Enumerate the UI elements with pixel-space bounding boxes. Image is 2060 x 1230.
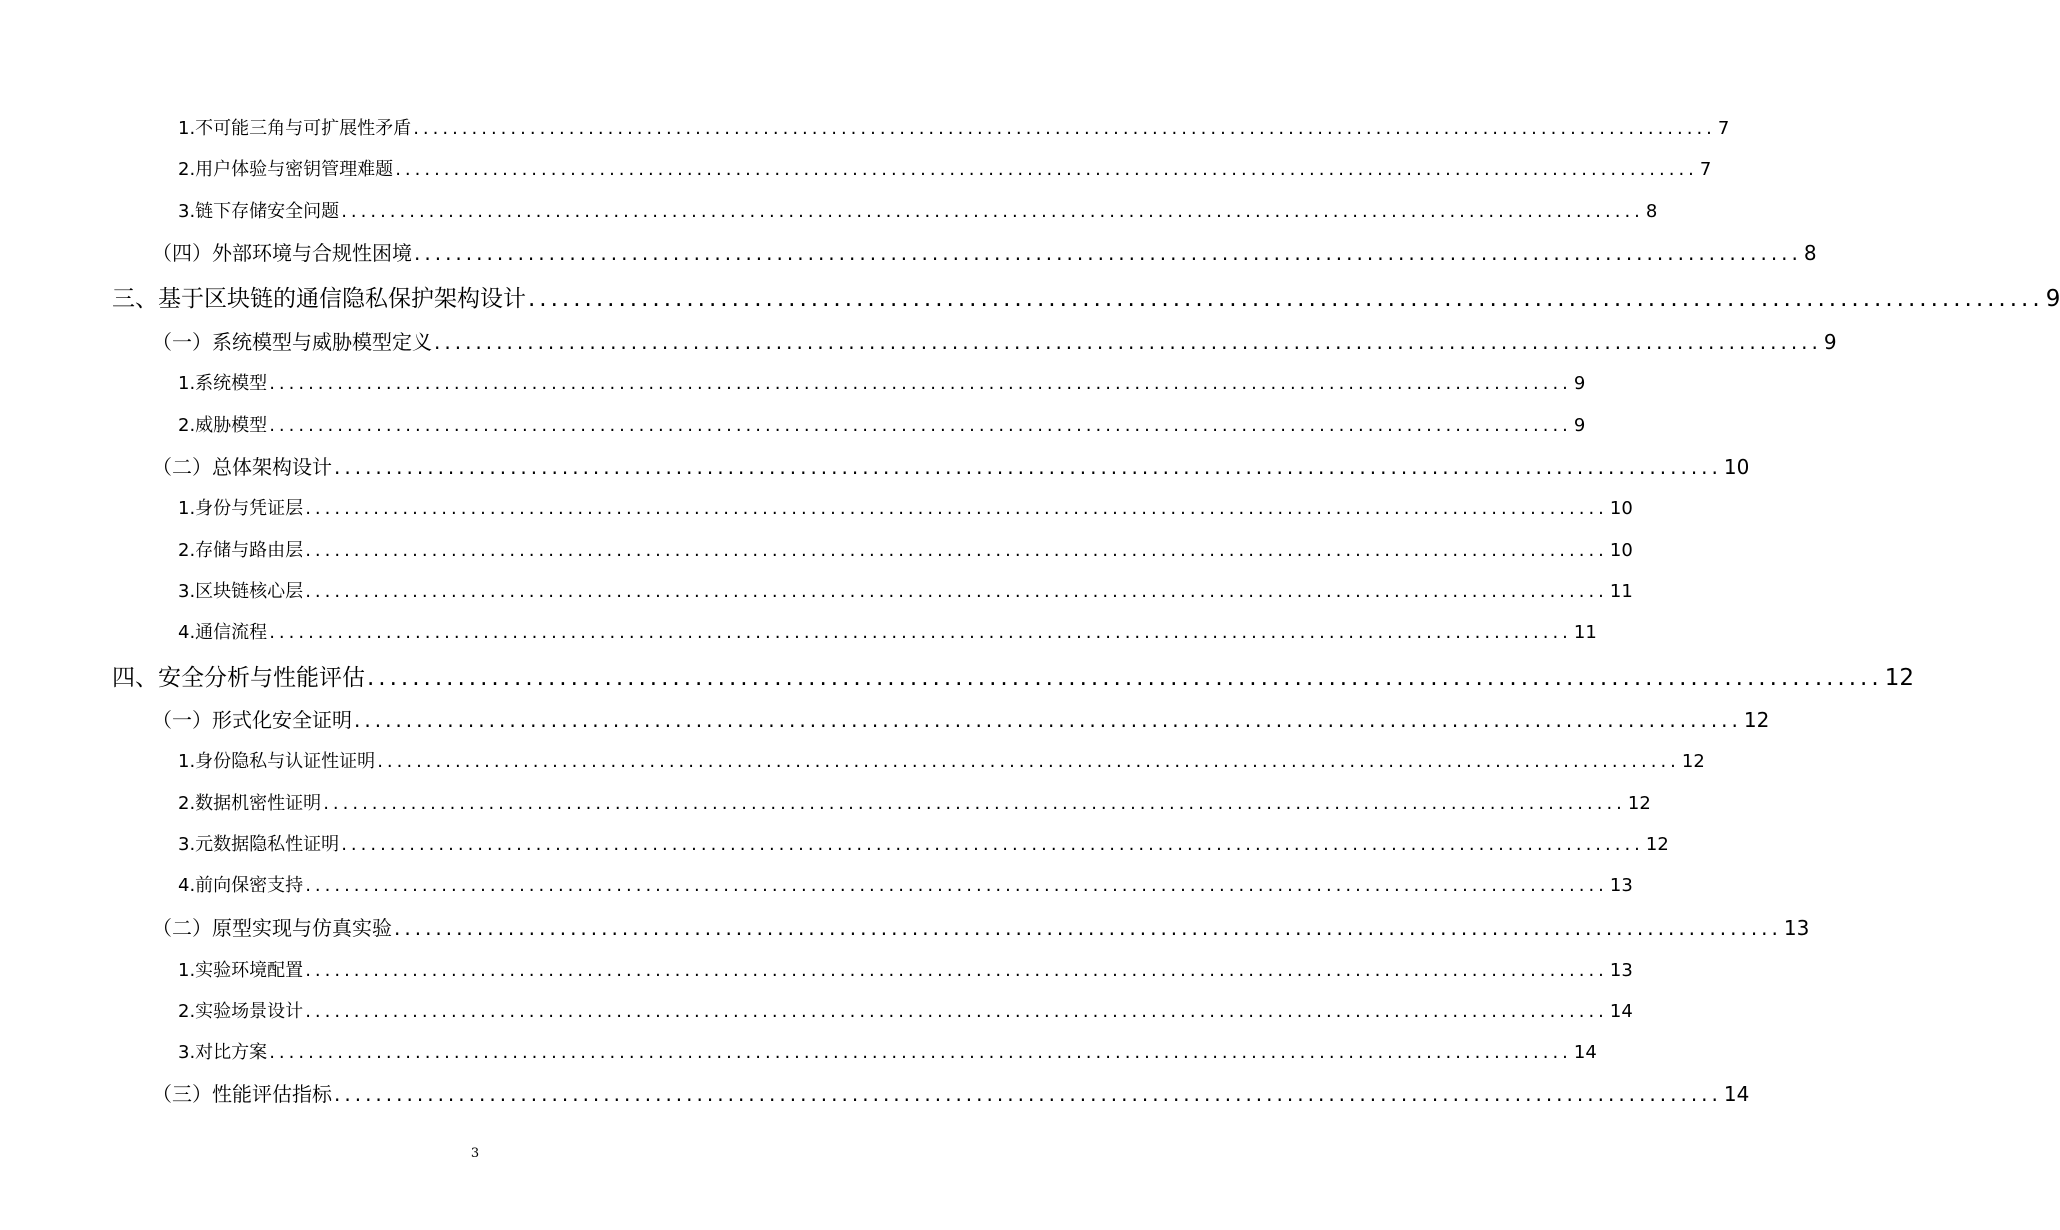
toc-entry-label: （一）系统模型与威胁模型定义 [152,330,432,354]
toc-entry[interactable] [178,494,1633,520]
toc-entry-label: 3.对比方案 [178,1042,268,1063]
toc-entry[interactable] [112,280,2060,313]
toc-entry-label: 2.实验场景设计 [178,1001,304,1022]
toc-entry-label: 3.链下存储安全问题 [178,201,340,222]
dot-leader: ...................................................................................................................................... [323,793,1626,814]
dot-leader: ...................................................................................................................................... [305,498,1608,519]
toc-entry-label: （二）原型实现与仿真实验 [152,916,392,940]
dot-leader: ...................................................................................................................................... [414,241,1802,265]
toc-entry-label: （二）总体架构设计 [152,455,332,479]
toc-entry-page: 14 [1573,1042,1597,1063]
toc-entry-label: 2.用户体验与密钥管理难题 [178,159,394,180]
toc-entry-label: 1.身份与凭证层 [178,498,304,519]
toc-entry-page: 9 [2045,286,2060,312]
toc-entry[interactable] [178,369,1586,395]
toc-entry-page: 9 [1823,330,1837,354]
dot-leader: ...................................................................................................................................... [269,373,1572,394]
toc-entry-label: 3.元数据隐私性证明 [178,834,340,855]
page-number: 3 [470,1146,480,1161]
toc-entry-page: 12 [1681,751,1705,772]
toc-entry-label: 4.通信流程 [178,622,268,643]
dot-leader: ...................................................................................................................................... [354,708,1742,732]
toc-entry[interactable] [178,871,1633,897]
toc-entry-page: 9 [1573,415,1586,436]
toc-entry-page: 7 [1699,159,1712,180]
toc-entry-page: 13 [1783,916,1810,940]
toc-entry-page: 12 [1645,834,1669,855]
dot-leader: ...................................................................................................................................... [305,581,1608,602]
toc-entry-label: 1.身份隐私与认证性证明 [178,751,376,772]
toc-entry-page: 8 [1803,241,1817,265]
toc-entry-page: 10 [1723,455,1750,479]
toc-entry[interactable] [178,618,1597,644]
dot-leader: ...................................................................................................................................... [269,622,1572,643]
dot-leader: ...................................................................................................................................... [334,455,1722,479]
toc-entry-label: 1.实验环境配置 [178,960,304,981]
toc-entry-label: 2.数据机密性证明 [178,793,322,814]
dot-leader: ...................................................................................................................................... [269,415,1572,436]
toc-entry[interactable] [178,536,1633,562]
toc-entry-label: 2.存储与路由层 [178,540,304,561]
toc-entry[interactable] [178,830,1669,856]
toc-entry-label: （四）外部环境与合规性困境 [152,241,412,265]
toc-entry[interactable] [178,956,1633,982]
toc-entry-page: 12 [1743,708,1770,732]
dot-leader: ...................................................................................................................................... [434,330,1822,354]
dot-leader: ...................................................................................................................................... [341,201,1644,222]
dot-leader: ...................................................................................................................................... [377,751,1680,772]
toc-entry-label: 三、基于区块链的通信隐私保护架构设计 [112,286,526,312]
toc-entry-label: （三）性能评估指标 [152,1082,332,1106]
dot-leader: ...................................................................................................................................... [305,875,1608,896]
toc-entry-label: 1.系统模型 [178,373,268,394]
dot-leader: ...................................................................................................................................... [528,286,2044,312]
dot-leader: ...................................................................................................................................... [305,1001,1608,1022]
toc-entry[interactable] [152,912,1810,941]
toc-entry-page: 12 [1884,665,1914,691]
dot-leader: ...................................................................................................................................... [341,834,1644,855]
toc-entry[interactable] [178,114,1730,140]
toc-entry-page: 10 [1609,498,1633,519]
toc-entry-page: 14 [1609,1001,1633,1022]
toc-entry-page: 11 [1573,622,1597,643]
toc-entry-page: 8 [1645,201,1658,222]
toc-entry[interactable] [178,577,1633,603]
toc-entry-label: 1.不可能三角与可扩展性矛盾 [178,118,412,139]
toc-entry-page: 9 [1573,373,1586,394]
toc-entry[interactable] [152,237,1817,266]
toc-entry[interactable] [152,451,1750,480]
toc-entry-label: 3.区块链核心层 [178,581,304,602]
dot-leader: ...................................................................................................................................... [394,916,1782,940]
toc-entry[interactable] [178,789,1651,815]
dot-leader: ...................................................................................................................................... [305,540,1608,561]
dot-leader: ...................................................................................................................................... [395,159,1698,180]
toc-entry-label: 四、安全分析与性能评估 [112,665,365,691]
toc-entry[interactable] [152,1078,1750,1107]
toc-entry[interactable] [152,326,1837,355]
toc-entry[interactable] [178,197,1658,223]
toc-entry-label: 4.前向保密支持 [178,875,304,896]
toc-entry-page: 12 [1627,793,1651,814]
toc-entry-page: 13 [1609,960,1633,981]
dot-leader: ...................................................................................................................................... [367,665,1883,691]
dot-leader: ...................................................................................................................................... [334,1082,1722,1106]
toc-entry[interactable] [112,659,1914,692]
toc-entry[interactable] [178,411,1586,437]
toc-entry[interactable] [178,1038,1597,1064]
toc-entry-label: （一）形式化安全证明 [152,708,352,732]
dot-leader: ...................................................................................................................................... [305,960,1608,981]
toc-entry-page: 13 [1609,875,1633,896]
toc-entry-page: 11 [1609,581,1633,602]
toc-entry-label: 2.威胁模型 [178,415,268,436]
toc-entry[interactable] [178,747,1705,773]
dot-leader: ...................................................................................................................................... [413,118,1716,139]
toc-entry[interactable] [152,704,1770,733]
toc-entry[interactable] [178,997,1633,1023]
toc-entry-page: 7 [1717,118,1730,139]
dot-leader: ...................................................................................................................................... [269,1042,1572,1063]
toc-entry-page: 14 [1723,1082,1750,1106]
toc-entry[interactable] [178,155,1712,181]
toc-entry-page: 10 [1609,540,1633,561]
